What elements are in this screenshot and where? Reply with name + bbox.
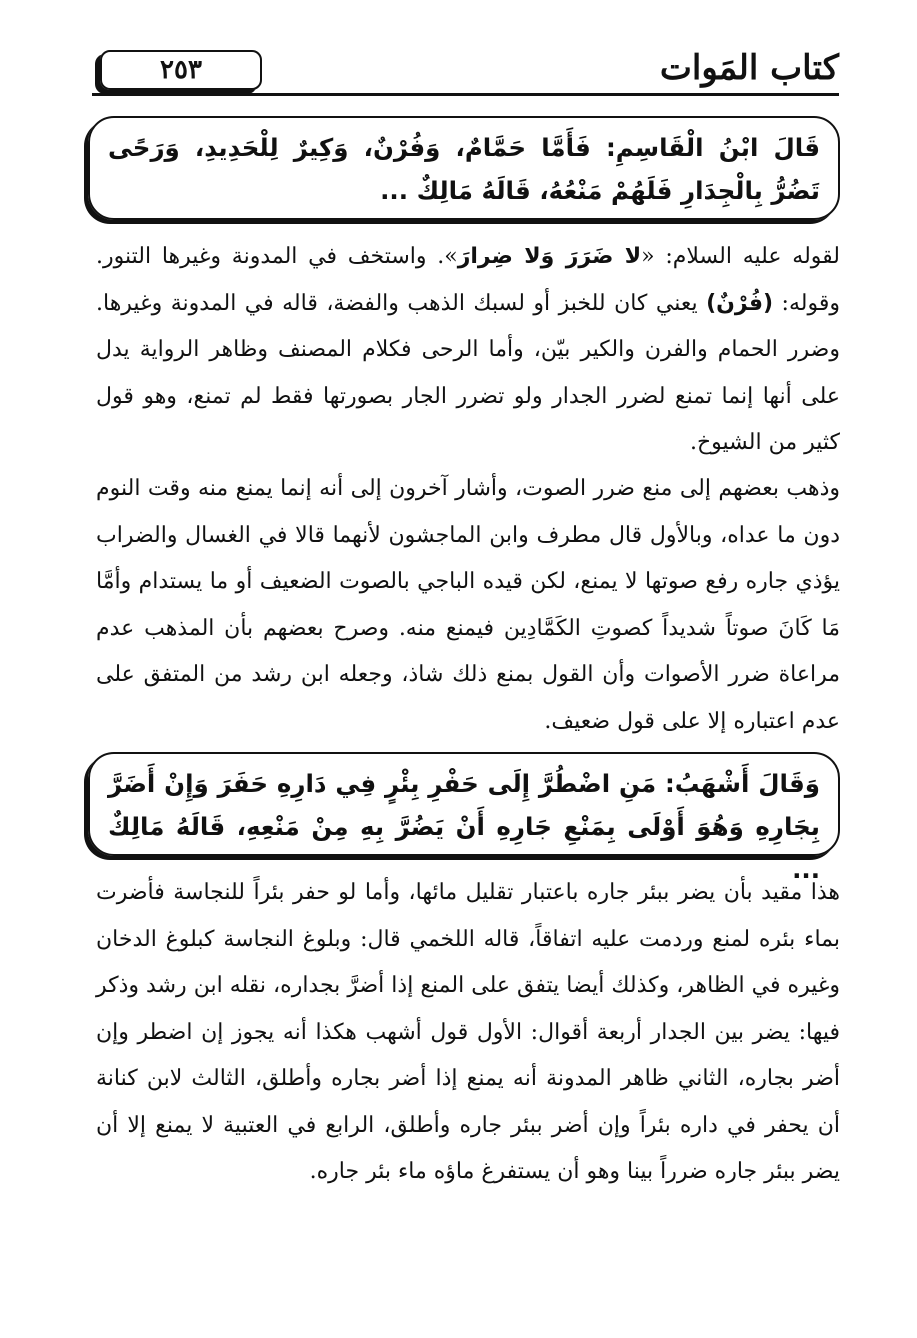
commentary-paragraph-1	[96, 234, 840, 467]
quoted-text-2: وَقَالَ أَشْهَبُ: مَنِ اضْطُرَّ إِلَى حَفْرِ بِئْرٍ فِي دَارِهِ حَفَرَ وَإِنْ أَضَرَّ بِجَارِهِ وَهُوَ أَوْلَى بِمَنْعِ جَارِهِ أَنْ يَضُرَّ بِهِ مِنْ مَنْعِهِ، قَالَهُ مَالِكٌ ...	[108, 769, 820, 884]
paragraph-1-text-b: ». واستخف في المدونة وغيرها التنور. وقوله:	[96, 244, 840, 316]
book-title: كتاب المَوات	[659, 48, 839, 88]
hadith-quote: لا ضَرَرَ وَلا ضِرارَ	[457, 244, 642, 269]
paragraph-1-text-c: يعني كان للخبز أو لسبك الذهب والفضة، قاله في المدونة وغيرها. وضرر الحمام والفرن والكير بيّن، وأما الرحى فكلام المصنف وظاهر الرواية يدل على أنها إنما تمنع لضرر الجدار ولو تضرر الجار بصورتها فقط لم تمنع، وهو قول كثير من الشيوخ.	[96, 290, 840, 455]
paragraph-1-text-a: لقوله عليه السلام: «	[641, 244, 840, 269]
quoted-term: (فُرْنٌ)	[706, 290, 774, 316]
commentary-paragraph-2: وذهب بعضهم إلى منع ضرر الصوت، وأشار آخرون إلى أنه إنما يمنع منه وقت النوم دون ما عداه، وبالأول قال مطرف وابن الماجشون لأنهما قالا في الغسال والضراب يؤذي جاره رفع صوتها لا يمنع، لكن قيده الباجي بالصوت الضعيف أو ما يستدام وأمَّا مَا كَانَ صوتاً شديداً كصوتِ الكَمَّادِين فيمنع منه. وصرح بعضهم بأن المذهب عدم مراعاة ضرر الأصوات وأن القول بمنع ذلك شاذ، وجعله ابن رشد من المتفق على عدم اعتباره إلا على قول ضعيف.	[96, 476, 840, 734]
commentary-paragraph-3: هذا مقيد بأن يضر ببئر جاره باعتبار تقليل مائها، وأما لو حفر بئراً للنجاسة فأضرت بماء بئره لمنع وردمت عليه اتفاقاً، قاله اللخمي قال: وبلوغ النجاسة كبلوغ الدخان وغيره في الظاهر، وكذلك أيضا يتفق على المنع إذا أضرَّ بجداره، نقله ابن رشد وذكر فيها: يضر بين الجدار أربعة أقوال: الأول قول أشهب هكذا أنه يجوز إن اضطر وإن أضر بجاره، الثاني ظاهر المدونة أنه يمنع إذا أضر بجاره وأطلق، الثالث لابن كنانة أن يحفر في داره بئراً وإن أضر ببئر جاره وأطلق، الرابع في العتبية لا يمنع إلا أن يضر ببئر جاره ضرراً بينا وهو أن يستفرغ ماؤه ماء بئر جاره.	[96, 880, 840, 1184]
quoted-text-1: قَالَ ابْنُ الْقَاسِمِ: فَأَمَّا حَمَّامٌ، وَفُرْنٌ، وَكِيرٌ لِلْحَدِيدِ، وَرَحًى تَضُرُّ بِالْجِدَارِ فَلَهُمْ مَنْعُهُ، قَالَهُ مَالِكٌ ...	[108, 133, 820, 205]
quoted-text-box-1	[88, 116, 840, 220]
header-rule	[92, 93, 839, 96]
quoted-text-box-2	[88, 752, 840, 884]
page-number-box	[100, 50, 262, 90]
page-number: ٢٥٣	[160, 55, 202, 85]
page-header	[92, 46, 839, 96]
